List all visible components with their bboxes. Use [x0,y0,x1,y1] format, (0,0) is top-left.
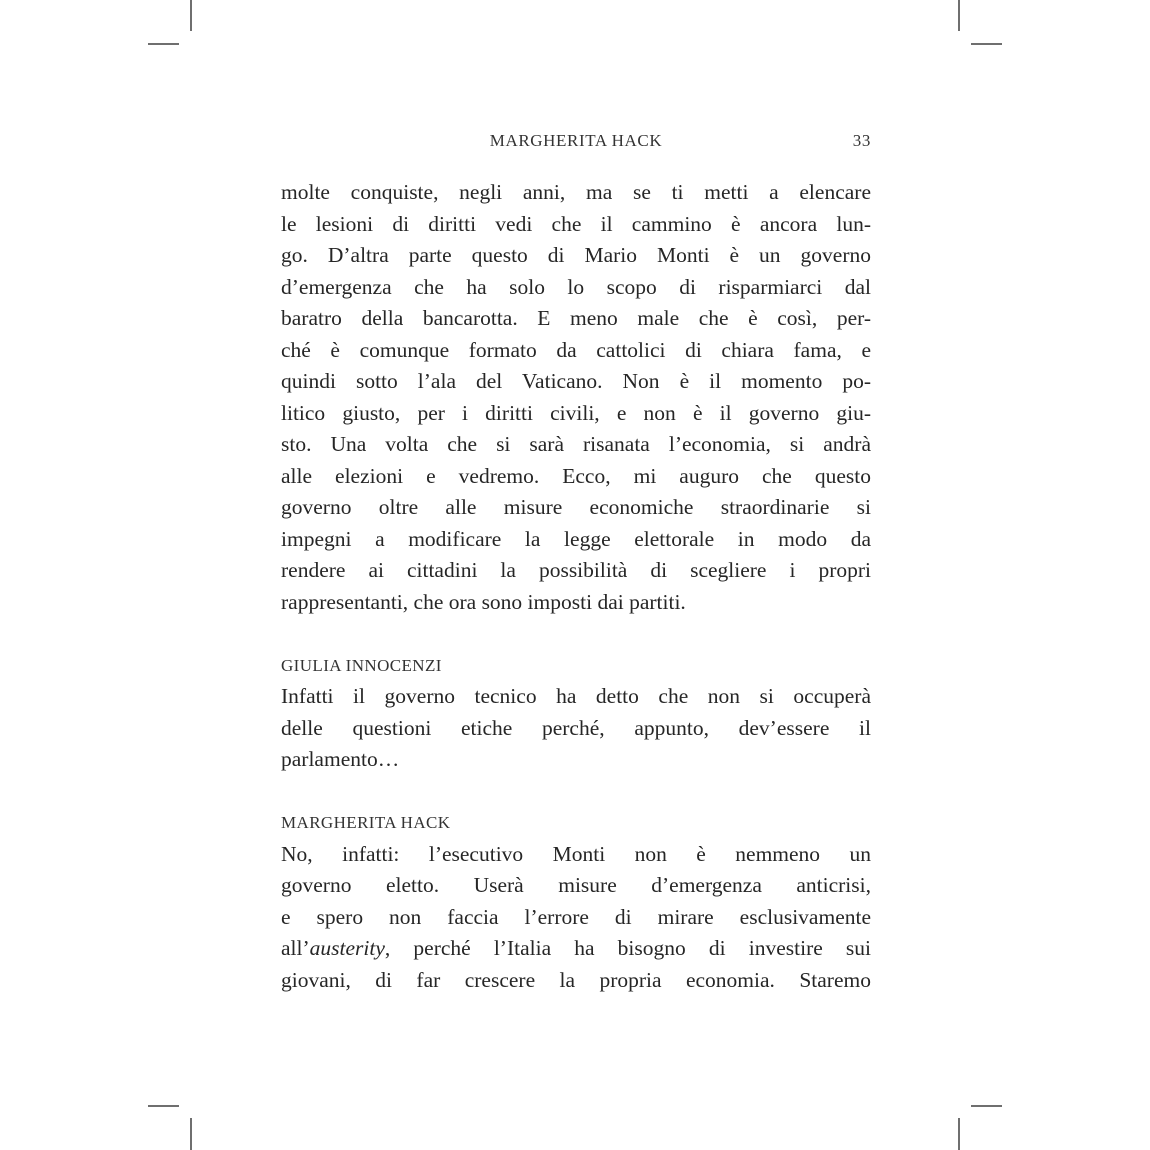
page-content [281,131,871,996]
text-line: sto. Una volta che si sarà risanata l’economia, si andrà [281,432,871,456]
text-line: alle elezioni e vedremo. Ecco, mi auguro che questo [281,463,871,488]
text-line: rappresentanti, che ora sono imposti dai partiti. [281,589,686,614]
crop-mark-bottom-left-horizontal [148,1105,179,1107]
text-line: rendere ai cittadini la possibilità di scegliere i propri [281,558,871,582]
text-line: Infatti il governo tecnico ha detto che non si occuperà [281,684,871,708]
paragraph [281,650,871,776]
speaker-label: GIULIA INNOCENZI [281,655,442,675]
text-line: No, infatti: l’esecutivo Monti non è nemmeno un [281,841,871,866]
page-number: 33 [852,131,871,150]
text-line: litico giusto, per i diritti civili, e non è il governo giu- [281,400,871,425]
running-head [281,131,871,151]
crop-mark-top-left-vertical [190,0,192,31]
speaker-label: MARGHERITA HACK [281,813,451,832]
crop-mark-top-right-horizontal [971,43,1002,45]
text-line: baratro della bancarotta. E meno male che è così, per- [281,306,871,330]
text-line: d’emergenza che ha solo lo scopo di risparmiarci dal [281,274,871,299]
text-line: governo oltre alle misure economiche straordinarie si [281,495,871,519]
text-line: molte conquiste, negli anni, ma se ti metti a elencare [281,180,871,204]
text-line: giovani, di far crescere la propria economia. Staremo [281,967,871,992]
text-line: ché è comunque formato da cattolici di chiara fama, e [281,337,871,362]
paragraph [281,807,871,996]
body-text [281,177,871,996]
text-line: impegni a modificare la legge elettorale in modo da [281,526,871,551]
text-line: all’austerity, perché l’Italia ha bisogno di investire sui [281,936,871,960]
paragraph [281,177,871,618]
text-line: delle questioni etiche perché, appunto, dev’essere il [281,715,871,740]
crop-mark-bottom-right-vertical [958,1118,960,1150]
text-line: go. D’altra parte questo di Mario Monti è un governo [281,243,871,267]
text-line: governo eletto. Userà misure d’emergenza anticrisi, [281,873,871,897]
crop-mark-bottom-right-horizontal [971,1105,1002,1107]
crop-mark-top-left-horizontal [148,43,179,45]
running-title: MARGHERITA HACK [489,131,663,150]
text-line: le lesioni di diritti vedi che il cammino è ancora lun- [281,211,871,236]
text-line: quindi sotto l’ala del Vaticano. Non è il momento po- [281,369,871,393]
text-line: parlamento… [281,747,400,771]
text-line: e spero non faccia l’errore di mirare esclusivamente [281,904,871,929]
crop-mark-top-right-vertical [958,0,960,31]
crop-mark-bottom-left-vertical [190,1118,192,1150]
